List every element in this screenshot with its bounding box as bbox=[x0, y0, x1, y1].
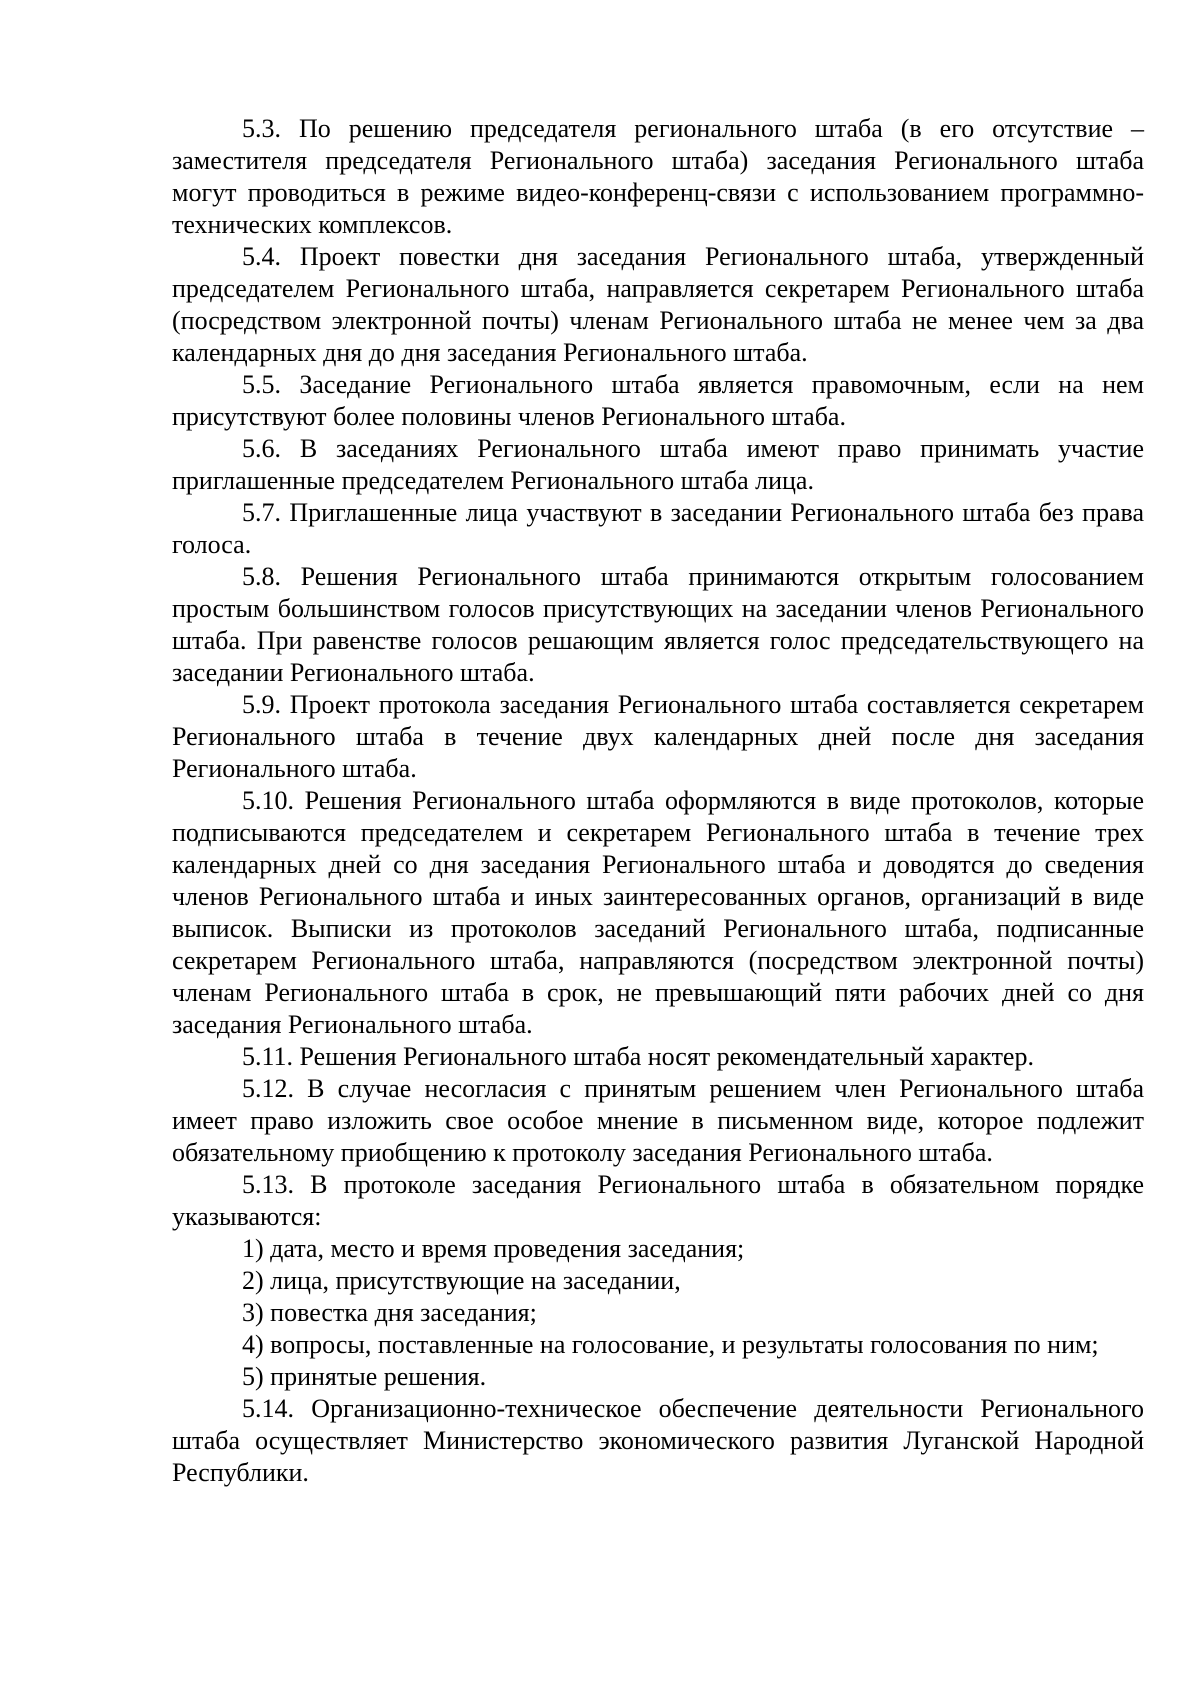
paragraph-5-3: 5.3. По решению председателя регионального штаба (в его отсутствие – заместителя председателя Регионального штаба) заседания Регионального штаба могут проводиться в режиме видео-конференц-связи с использованием программно-технических комплексов. bbox=[172, 114, 1144, 239]
list-item: 3) повестка дня заседания; bbox=[242, 1298, 537, 1327]
paragraph-5-14: 5.14. Организационно-техническое обеспечение деятельности Регионального штаба осуществляет Министерство экономического развития Луганской Народной Республики. bbox=[172, 1394, 1144, 1487]
document-page bbox=[172, 113, 1144, 1489]
paragraph-5-10: 5.10. Решения Регионального штаба оформляются в виде протоколов, которые подписываются председателем и секретарем Регионального штаба в течение трех календарных дней со дня заседания Регионального штаба и доводятся до сведения членов Регионального штаба и иных заинтересованных органов, организаций в виде выписок. Выписки из протоколов заседаний Регионального штаба, подписанные секретарем Регионального штаба, направляются (посредством электронной почты) членам Регионального штаба в срок, не превышающий пяти рабочих дней со дня заседания Регионального штаба. bbox=[172, 786, 1144, 1039]
paragraph-5-6: 5.6. В заседаниях Регионального штаба имеют право принимать участие приглашенные председателем Регионального штаба лица. bbox=[172, 434, 1144, 495]
list-item: 1) дата, место и время проведения заседания; bbox=[242, 1234, 745, 1263]
list-item: 2) лица, присутствующие на заседании, bbox=[242, 1266, 681, 1295]
list-item: 5) принятые решения. bbox=[242, 1362, 487, 1391]
paragraph-5-13: 5.13. В протоколе заседания Регионального штаба в обязательном порядке указываются: bbox=[172, 1170, 1144, 1231]
paragraph-5-9: 5.9. Проект протокола заседания Регионального штаба составляется секретарем Регионального штаба в течение двух календарных дней после дня заседания Регионального штаба. bbox=[172, 690, 1144, 783]
paragraph-5-12: 5.12. В случае несогласия с принятым решением член Регионального штаба имеет право изложить свое особое мнение в письменном виде, которое подлежит обязательному приобщению к протоколу заседания Регионального штаба. bbox=[172, 1074, 1144, 1167]
paragraph-5-5: 5.5. Заседание Регионального штаба является правомочным, если на нем присутствуют более половины членов Регионального штаба. bbox=[172, 370, 1144, 431]
paragraph-5-8: 5.8. Решения Регионального штаба принимаются открытым голосованием простым большинством голосов присутствующих на заседании членов Регионального штаба. При равенстве голосов решающим является голос председательствующего на заседании Регионального штаба. bbox=[172, 562, 1144, 687]
paragraph-5-7: 5.7. Приглашенные лица участвуют в заседании Регионального штаба без права голоса. bbox=[172, 498, 1144, 559]
paragraph-5-11: 5.11. Решения Регионального штаба носят рекомендательный характер. bbox=[242, 1042, 1034, 1071]
paragraph-5-4: 5.4. Проект повестки дня заседания Регионального штаба, утвержденный председателем Регионального штаба, направляется секретарем Регионального штаба (посредством электронной почты) членам Регионального штаба не менее чем за два календарных дня до дня заседания Регионального штаба. bbox=[172, 242, 1144, 367]
list-item: 4) вопросы, поставленные на голосование, и результаты голосования по ним; bbox=[242, 1330, 1099, 1359]
